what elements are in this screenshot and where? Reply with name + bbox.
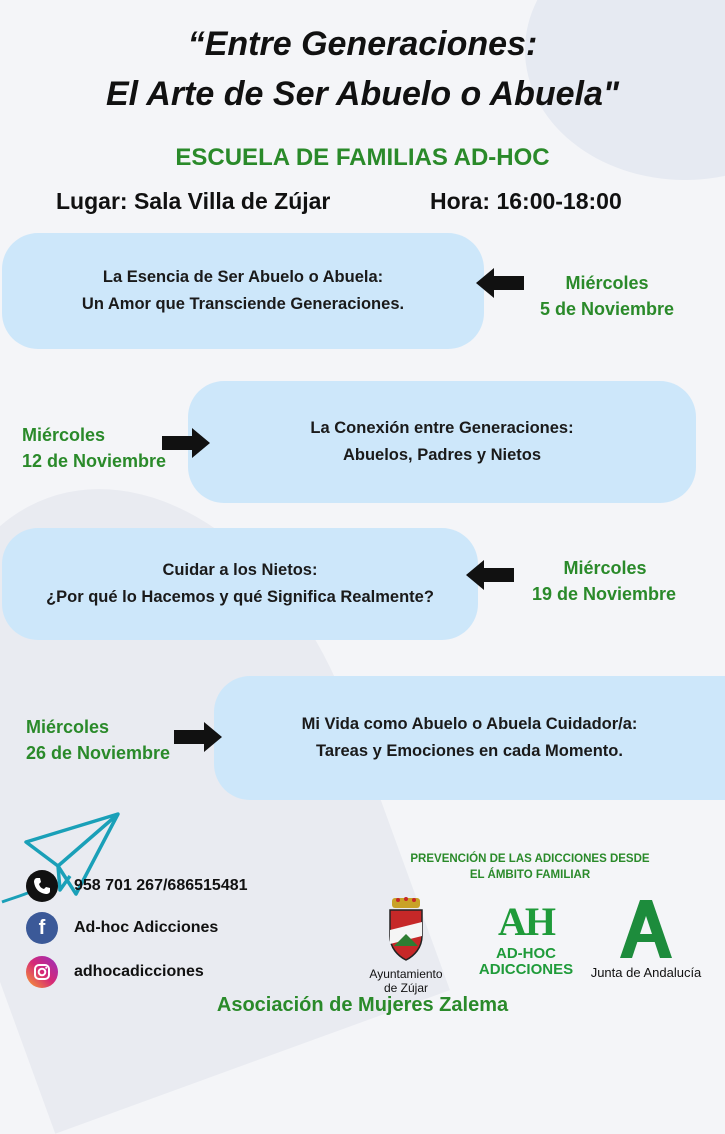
phone-icon xyxy=(26,870,58,902)
adhoc-line2: ADICCIONES xyxy=(478,961,574,978)
ayuntamiento-logo xyxy=(364,896,448,995)
contact-facebook xyxy=(26,912,218,944)
coat-of-arms-icon xyxy=(364,896,448,962)
contact-phone xyxy=(26,870,248,902)
session-date-2 xyxy=(22,422,192,474)
session-day: Miércoles xyxy=(565,273,649,293)
contact-instagram xyxy=(26,956,204,988)
arrow-left-icon xyxy=(466,560,514,590)
session-title: Mi Vida como Abuelo o Abuela Cuidador/a: xyxy=(301,715,638,733)
ayuntamiento-line1: Ayuntamiento xyxy=(369,967,443,981)
session-title: Cuidar a los Nietos: xyxy=(162,561,318,579)
session-date-4 xyxy=(26,714,196,766)
place-text: Lugar: Sala Villa de Zújar xyxy=(56,188,331,214)
adhoc-mark: AH xyxy=(498,899,554,944)
prevention-text xyxy=(380,851,680,883)
facebook-icon: f xyxy=(26,912,58,944)
junta-label: Junta de Andalucía xyxy=(590,965,702,980)
poster-subtitle: ESCUELA DE FAMILIAS AD-HOC xyxy=(175,144,550,171)
footer-organization: Asociación de Mujeres Zalema xyxy=(216,994,509,1016)
session-day: Miércoles xyxy=(26,717,110,737)
session-subtitle: Abuelos, Padres y Nietos xyxy=(342,446,542,464)
adhoc-logo xyxy=(476,898,576,978)
session-bubble-3 xyxy=(2,528,478,640)
session-title: La Conexión entre Generaciones: xyxy=(310,419,574,437)
adhoc-line1: AD-HOC xyxy=(496,945,556,962)
session-title: La Esencia de Ser Abuelo o Abuela: xyxy=(102,268,384,286)
session-date: 19 de Noviembre xyxy=(531,584,676,604)
session-day: Miércoles xyxy=(22,425,106,445)
session-date: 26 de Noviembre xyxy=(26,743,171,763)
poster-title-line2: El Arte de Ser Abuelo o Abuela" xyxy=(106,75,619,113)
arrow-left-icon xyxy=(476,268,524,298)
session-date-1 xyxy=(520,270,674,322)
session-day: Miércoles xyxy=(563,558,647,578)
poster-title-line1: “Entre Generaciones: xyxy=(187,25,538,63)
phone-number: 958 701 267/686515481 xyxy=(74,877,248,894)
time-text: Hora: 16:00-18:00 xyxy=(430,188,622,214)
session-date: 12 de Noviembre xyxy=(22,451,167,471)
prevention-line1: PREVENCIÓN DE LAS ADICCIONES DESDE xyxy=(410,853,650,865)
ayuntamiento-line2: de Zújar xyxy=(383,981,429,995)
session-date-3 xyxy=(514,555,676,607)
session-bubble-1 xyxy=(2,233,484,349)
junta-a-icon xyxy=(618,898,674,960)
junta-logo xyxy=(576,898,716,980)
session-subtitle: Tareas y Emociones en cada Momento. xyxy=(316,742,623,760)
instagram-handle: adhocadicciones xyxy=(74,963,204,980)
session-bubble-2 xyxy=(188,381,696,503)
facebook-name: Ad-hoc Adicciones xyxy=(74,919,219,936)
session-date: 5 de Noviembre xyxy=(539,299,674,319)
prevention-line2: EL ÁMBITO FAMILIAR xyxy=(469,869,591,881)
instagram-icon xyxy=(26,956,58,988)
session-bubble-4 xyxy=(214,676,725,800)
session-subtitle: ¿Por qué lo Hacemos y qué Significa Realmente? xyxy=(46,588,434,606)
session-subtitle: Un Amor que Transciende Generaciones. xyxy=(81,295,405,313)
